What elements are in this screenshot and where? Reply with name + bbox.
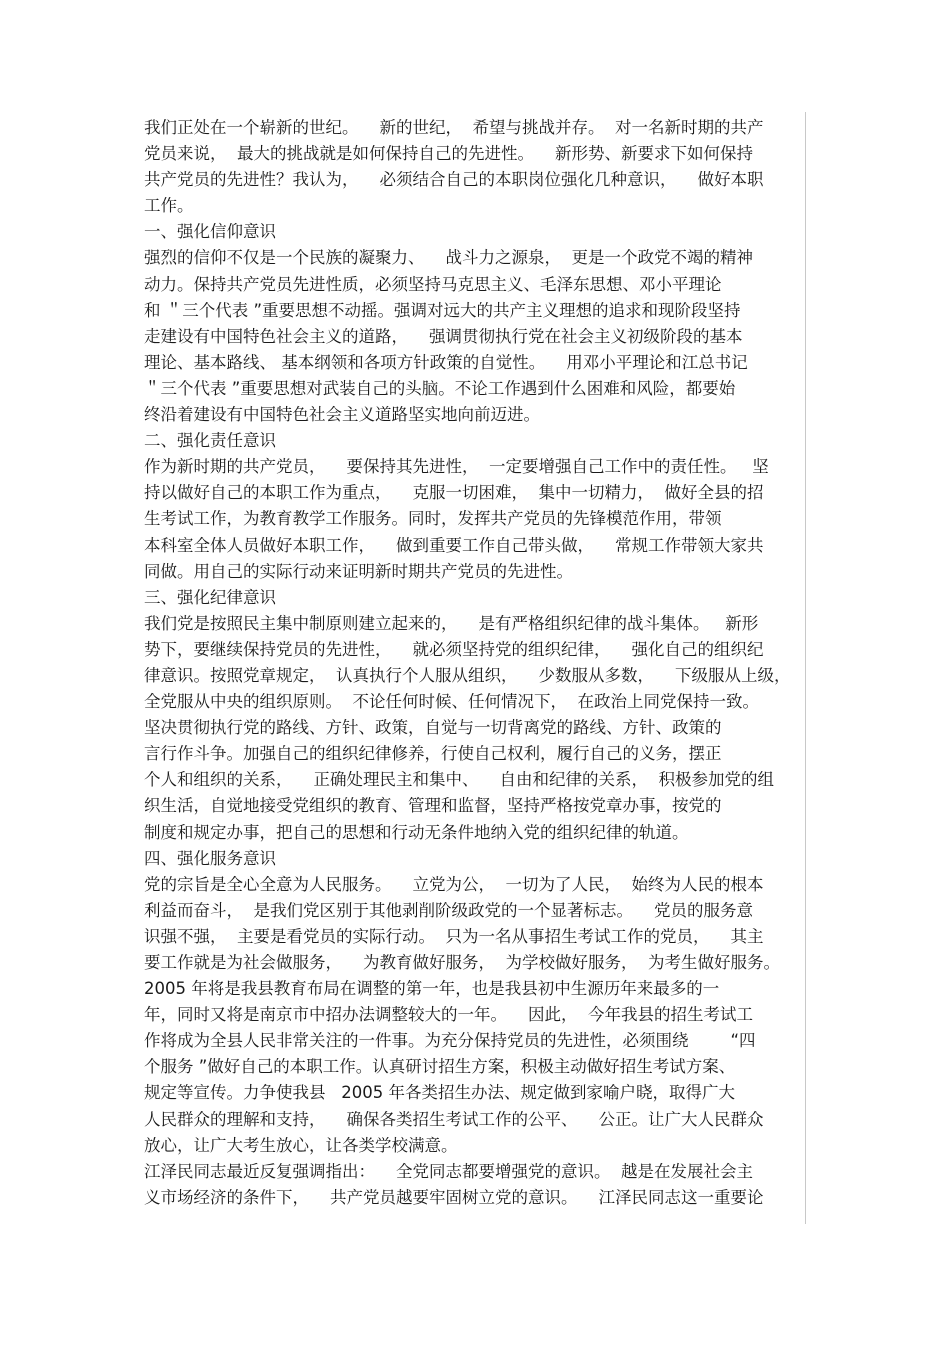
text-line: ＂三个代表 ”重要思想对武装自己的头脑。不论工作遇到什么困难和风险，都要始 [144, 378, 736, 398]
text-line: 言行作斗争。加强自己的组织纪律修养，行使自己权利，履行自己的义务，摆正 [144, 744, 722, 764]
text-line: 人民群众的理解和支持， 确保各类招生考试工作的公平、 公正。让广大人民群众 [144, 1109, 764, 1129]
text-line: 走建设有中国特色社会主义的道路， 强调贯彻执行党在社会主义初级阶段的基本 [144, 326, 743, 346]
text-line: 2005 年将是我县教育布局在调整的第一年，也是我县初中生源历年来最多的一 [144, 979, 720, 999]
text-line: 利益而奋斗， 是我们党区别于其他剥削阶级政党的一个显著标志。 党员的服务意 [144, 900, 753, 920]
text-line: 个人和组织的关系， 正确处理民主和集中、 自由和纪律的关系， 积极参加党的组 [144, 770, 774, 790]
text-line: 江泽民同志最近反复强调指出： 全党同志都要增强党的意识。 越是在发展社会主 [144, 1161, 753, 1181]
page-edge-rule [805, 112, 806, 1224]
text-line: 识强不强， 主要是看党员的实际行动。 只为一名从事招生考试工作的党员， 其主 [144, 926, 764, 946]
text-line: 理论、基本路线、 基本纲领和各项方针政策的自觉性。 用邓小平理论和江总书记 [144, 352, 748, 372]
text-line: 年，同时又将是南京市中招办法调整较大的一年。 因此， 今年我县的招生考试工 [144, 1005, 753, 1025]
text-line: 作为新时期的共产党员， 要保持其先进性， 一定要增强自己工作中的责任性。 坚 [144, 457, 769, 477]
text-line: 坚决贯彻执行党的路线、方针、政策，自觉与一切背离党的路线、方针、政策的 [144, 718, 722, 738]
text-line: 律意识。按照党章规定， 认真执行个人服从组织， 少数服从多数， 下级服从上级， [144, 665, 791, 685]
section-heading: 四、强化服务意识 [144, 848, 276, 868]
section-heading: 三、强化纪律意识 [144, 587, 276, 607]
section-heading: 二、强化责任意识 [144, 431, 276, 451]
text-line: 本科室全体人员做好本职工作， 做到重要工作自己带头做， 常规工作带领大家共 [144, 535, 764, 555]
text-line: 强烈的信仰不仅是一个民族的凝聚力、 战斗力之源泉， 更是一个政党不竭的精神 [144, 248, 753, 268]
text-line: 共产党员的先进性？我认为， 必须结合自己的本职岗位强化几种意识， 做好本职 [144, 170, 764, 190]
text-line: 我们正处在一个崭新的世纪。 新的世纪， 希望与挑战并存。 对一名新时期的共产 [144, 118, 764, 137]
text-line: 规定等宣传。力争使我县 2005 年各类招生办法、规定做到家喻户晓，取得广大 [144, 1083, 735, 1103]
text-line: 党员来说， 最大的挑战就是如何保持自己的先进性。 新形势、新要求下如何保持 [144, 144, 753, 164]
text-line: 动力。保持共产党员先进性质，必须坚持马克思主义、毛泽东思想、邓小平理论 [144, 274, 722, 294]
text-line: 和 ＂三个代表 ”重要思想不动摇。强调对远大的共产主义理想的追求和现阶段坚持 [144, 300, 741, 320]
text-line: 放心，让广大考生放心，让各类学校满意。 [144, 1135, 458, 1155]
text-line: 全党服从中央的组织原则。 不论任何时候、任何情况下， 在政治上同党保持一致。 [144, 692, 759, 712]
section-heading: 一、强化信仰意识 [144, 222, 276, 242]
text-line: 持以做好自己的本职工作为重点， 克服一切困难， 集中一切精力， 做好全县的招 [144, 483, 764, 503]
text-line: 工作。 [144, 196, 194, 216]
text-line: 同做。用自己的实际行动来证明新时期共产党员的先进性。 [144, 561, 573, 581]
text-line: 势下，要继续保持党员的先进性， 就必须坚持党的组织纪律， 强化自己的组织纪 [144, 639, 764, 659]
text-line: 个服务 ”做好自己的本职工作。认真研讨招生方案，积极主动做好招生考试方案、 [144, 1057, 736, 1077]
text-line: 织生活，自觉地接受党组织的教育、管理和监督，坚持严格按党章办事，按党的 [144, 796, 722, 816]
text-line: 制度和规定办事，把自己的思想和行动无条件地纳入党的组织纪律的轨道。 [144, 822, 689, 842]
text-line: 终沿着建设有中国特色社会主义道路坚实地向前迈进。 [144, 405, 540, 425]
text-line: 党的宗旨是全心全意为人民服务。 立党为公， 一切为了人民， 始终为人民的根本 [144, 874, 764, 894]
text-line: 作将成为全县人民非常关注的一件事。为充分保持党员的先进性，必须围绕 “四 [144, 1031, 756, 1051]
document-body [144, 115, 804, 1211]
text-line: 我们党是按照民主集中制原则建立起来的， 是有严格组织纪律的战斗集体。 新形 [144, 613, 759, 633]
text-line: 要工作就是为社会做服务， 为教育做好服务， 为学校做好服务， 为考生做好服务。 [144, 953, 780, 972]
text-line: 义市场经济的条件下， 共产党员越要牢固树立党的意识。 江泽民同志这一重要论 [144, 1187, 764, 1207]
text-line: 生考试工作，为教育教学工作服务。同时，发挥共产党员的先锋模范作用，带领 [144, 509, 722, 529]
